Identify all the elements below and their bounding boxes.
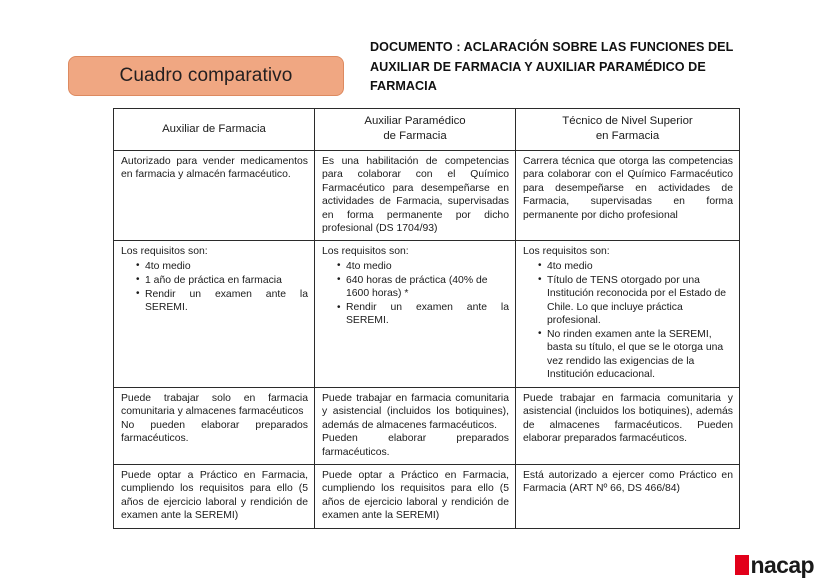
comparison-table (113, 108, 740, 529)
table-row (114, 388, 740, 465)
column-header-tecnico-nivel-superior (516, 109, 740, 151)
cell-campo-laboral-tecnico-nivel-superior (516, 388, 740, 465)
inacap-logo-mark-icon (735, 555, 749, 575)
cell-paragraph: Carrera técnica que otorga las competencias para colaborar con el Químico Farmacéutico para desempeñarse en actividades de Farmacia, supervisadas en forma permanente por dicho profesional (523, 156, 733, 221)
list-item: • 4to medio (136, 260, 308, 273)
cell-paragraph: No pueden elaborar preparados farmacéuticos. (121, 419, 308, 445)
document-heading: DOCUMENTO : ACLARACIÓN SOBRE LAS FUNCIONES DEL AUXILIAR DE FARMACIA Y AUXILIAR PARAMÉDICO DE FARMACIA (370, 40, 734, 93)
table-header (114, 109, 740, 151)
inacap-logo (735, 552, 814, 578)
column-header-line-2: en Farmacia (595, 130, 660, 142)
cell-paragraph: Puede optar a Práctico en Farmacia, cumpliendo los requisitos para ello (5 años de ejercicio laboral y rendición de examen ante la SEREMI) (121, 470, 308, 522)
table-body (114, 151, 740, 529)
list-item: • Rendir un examen ante la SEREMI. (337, 301, 509, 328)
cell-paragraph: Puede trabajar en farmacia comunitaria y asistencial (incluidos los botiquines), además de almacenes farmacéuticos. Pueden elaborar preparados farmacéuticos. (523, 393, 733, 445)
cell-paragraph: Es una habilitación de competencias para colaborar con el Químico Farmacéutico para desempeñarse en actividades de Farmacia, supervisadas en forma permanente por dicho profesional (DS 1704/93) (322, 156, 509, 235)
cell-lead-text: Los requisitos son: (322, 246, 409, 258)
column-header-line-1: Auxiliar Paramédico (364, 115, 466, 127)
cell-requisitos-auxiliar-paramedico (315, 241, 516, 388)
cell-paragraph: Está autorizado a ejercer como Práctico en Farmacia (ART Nº 66, DS 466/84) (523, 470, 733, 495)
list-item: • No rinden examen ante la SEREMI, basta su título, el que se le otorga una vez rendido las exigencias de la Institución educacional. (538, 328, 733, 382)
cell-paragraph: Autorizado para vender medicamentos en farmacia y almacén farmacéutico. (121, 156, 308, 181)
cell-practico-auxiliar-paramedico (315, 465, 516, 529)
list-item: • 1 año de práctica en farmacia (136, 274, 308, 287)
cell-paragraph: Puede trabajar en farmacia comunitaria y asistencial (incluidos los botiquines), además de almacenes farmacéuticos. (322, 393, 509, 431)
list-item: • 4to medio (337, 260, 509, 273)
cell-practico-tecnico-nivel-superior (516, 465, 740, 529)
cell-paragraph: Puede trabajar solo en farmacia comunitaria y almacenes farmacéuticos (121, 393, 308, 418)
cell-lead-text: Los requisitos son: (121, 246, 208, 258)
inacap-logo-wordmark: nacap (750, 552, 814, 578)
slide-title-pill (68, 56, 344, 96)
slide-title-label: Cuadro comparativo (119, 65, 293, 86)
column-header-auxiliar-paramedico (315, 109, 516, 151)
cell-campo-laboral-auxiliar-farmacia (114, 388, 315, 465)
cell-practico-auxiliar-farmacia (114, 465, 315, 529)
table-row (114, 241, 740, 388)
cell-campo-laboral-auxiliar-paramedico (315, 388, 516, 465)
cell-definicion-tecnico-nivel-superior (516, 151, 740, 241)
column-header-line-2: de Farmacia (383, 130, 447, 142)
cell-requisitos-auxiliar-farmacia (114, 241, 315, 388)
table-row (114, 151, 740, 241)
table-header-row (114, 109, 740, 151)
cell-lead-text: Los requisitos son: (523, 246, 610, 258)
column-header-line-1: Técnico de Nivel Superior (562, 115, 693, 127)
table-row (114, 465, 740, 529)
list-item: • 4to medio (538, 260, 733, 273)
cell-definicion-auxiliar-farmacia (114, 151, 315, 241)
column-header-auxiliar-de-farmacia (114, 109, 315, 151)
cell-bullet-list (121, 260, 308, 315)
column-header-line-1: Auxiliar de Farmacia (162, 122, 266, 135)
cell-requisitos-tecnico-nivel-superior (516, 241, 740, 388)
list-item: • Rendir un examen ante la SEREMI. (136, 288, 308, 315)
cell-bullet-list (322, 260, 509, 328)
cell-paragraph: Pueden elaborar preparados farmacéuticos. (322, 433, 509, 458)
cell-definicion-auxiliar-paramedico (315, 151, 516, 241)
list-item: • 640 horas de práctica (40% de 1600 horas) * (337, 274, 509, 301)
list-item: • Título de TENS otorgado por una Institución reconocida por el Estado de Chile. Lo que incluye práctica profesional. (538, 274, 733, 328)
cell-paragraph: Puede optar a Práctico en Farmacia, cumpliendo los requisitos para ello (5 años de ejercicio laboral y rendición de examen ante la SEREMI) (322, 470, 509, 522)
cell-bullet-list (523, 260, 733, 382)
